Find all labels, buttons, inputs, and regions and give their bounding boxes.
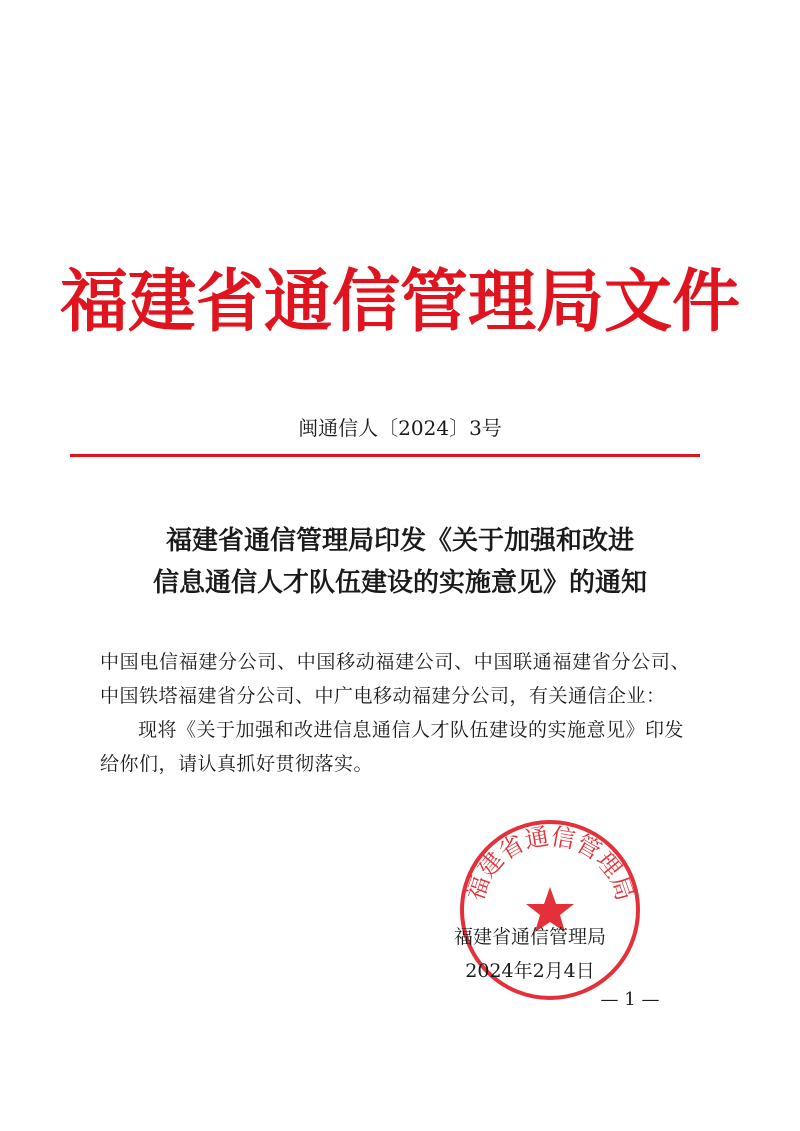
document-masthead: 福建省通信管理局文件 <box>60 263 741 342</box>
title-line-1: 福建省通信管理局印发《关于加强和改进 <box>165 526 634 556</box>
signature-date: 2024年2月4日 <box>465 960 595 982</box>
seal-arc-text: 福建省通信管理局 <box>461 822 639 905</box>
document-title <box>80 520 720 604</box>
recipients-paragraph: 中国电信福建分公司、中国移动福建公司、中国联通福建省分公司、中国铁塔福建省分公司、中广电移动福建分公司，有关通信企业： <box>100 651 690 707</box>
title-line-2: 信息通信人才队伍建设的实施意见》的通知 <box>152 568 647 598</box>
signature-issuer: 福建省通信管理局 <box>453 926 606 948</box>
page-number: — 1 — <box>600 989 660 1010</box>
signature-block <box>430 920 630 988</box>
body-paragraph: 现将《关于加强和改进信息通信人才队伍建设的实施意见》印发给你们，请认真抓好贯彻落实。 <box>100 719 685 775</box>
document-number: 闽通信人〔2024〕3号 <box>298 416 502 440</box>
red-divider-line <box>70 454 700 457</box>
document-body <box>100 645 690 781</box>
